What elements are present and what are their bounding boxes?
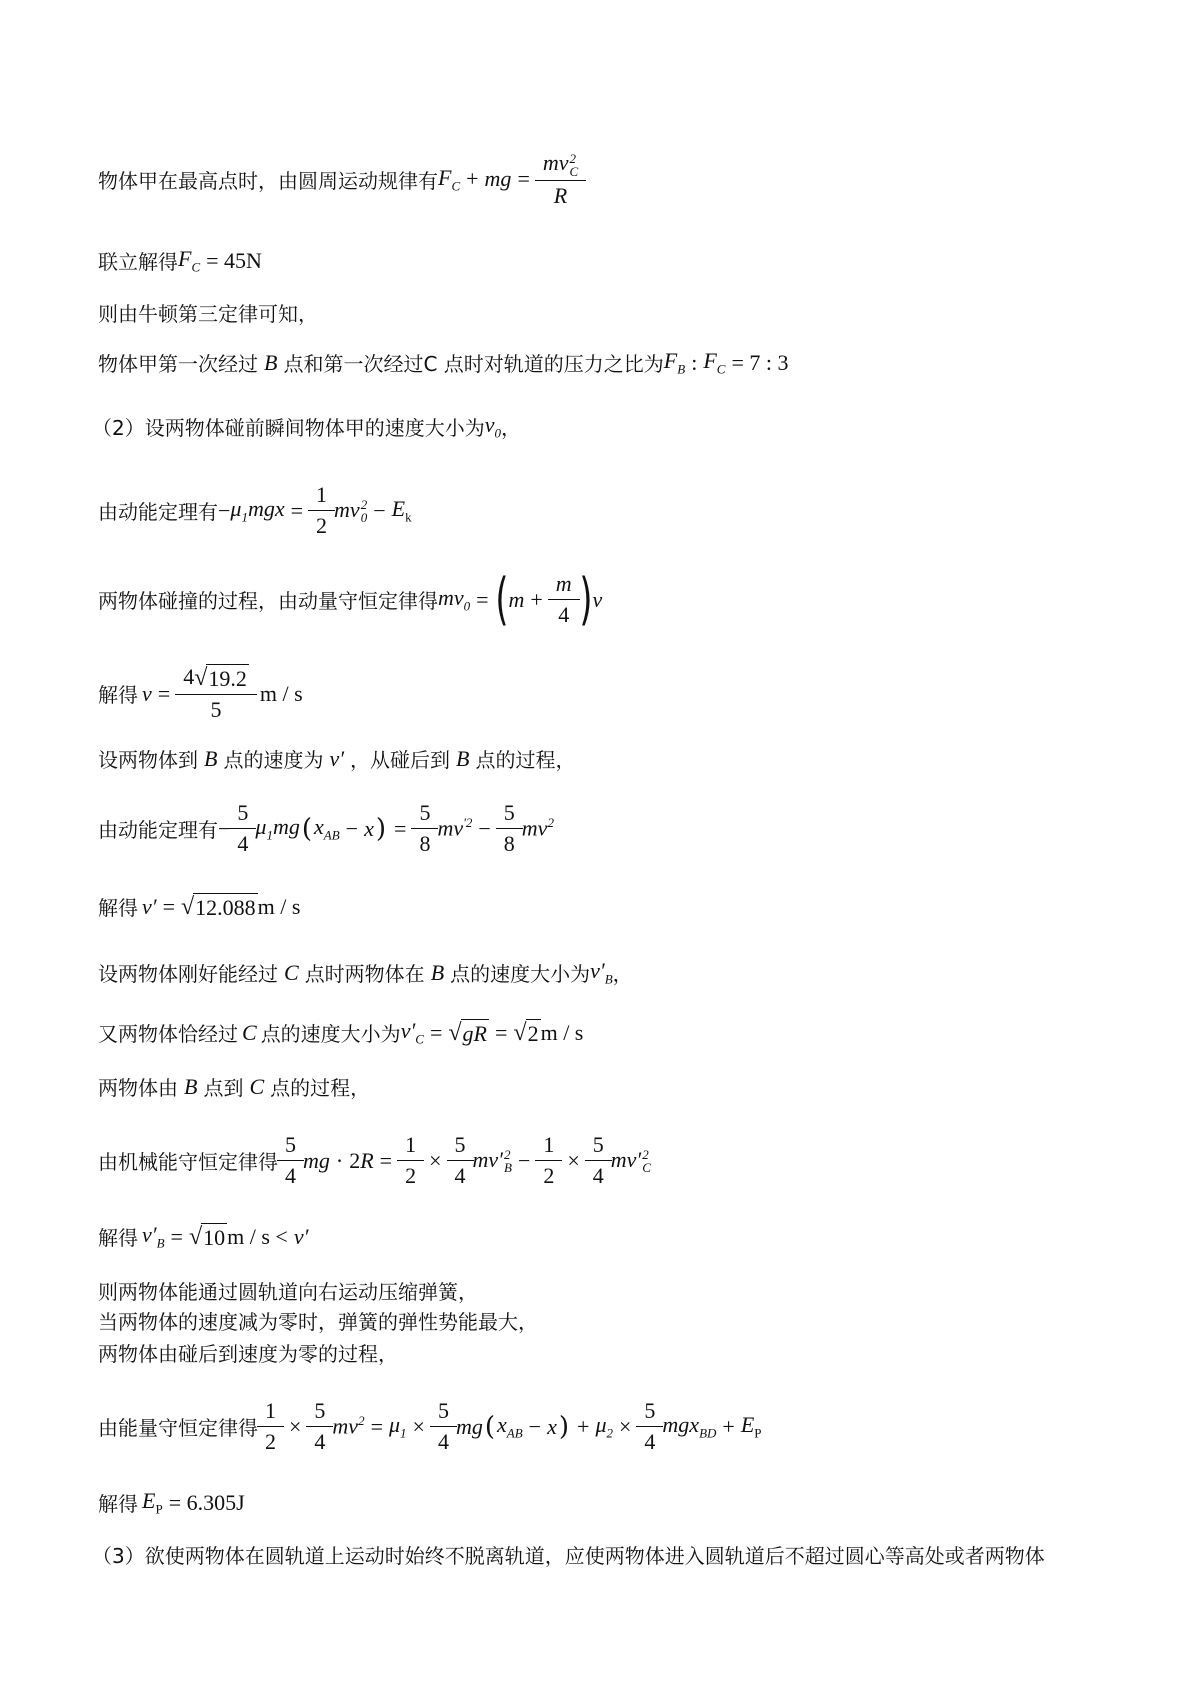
line-vb-intro: 设两物体刚好能经过 C 点时两物体在 B 点的速度大小为 $v'_B$ ， xyxy=(98,958,633,987)
line-momentum: 两物体碰撞的过程，由动量守恒定律得 $mv_0$ = ( m + $\frac{m}{4}$ ) v xyxy=(98,566,603,632)
line-mechanical-energy: 由机械能守恒定律得 $\frac{5}{4}$ mg · 2R = $\frac{1}{2}$ × $\frac{5}{4}$ mv′ 2 B − $\frac{1}{2}$ × $\frac{5}{4}$ mv′ 2 C xyxy=(98,1132,651,1188)
line-vprime-intro: 设两物体到 B 点的速度为 v′ ，从碰后到 B 点的过程， xyxy=(98,745,576,772)
line-vc: 又两物体恰经过 C 点的速度大小为 $v'_C$ = √ gR = √ 2 m / s xyxy=(98,1018,584,1047)
line-kinetic-energy-1: 由动能定理有 − $\mu_1mgx$ = $\frac{1}{2}$ mv 2 0 − $E_k$ xyxy=(98,482,412,538)
fraction-mvc2-r: mv 2 C R xyxy=(539,150,582,209)
line-vprime-result: 解得 v′ = √ 12.088 m / s xyxy=(98,893,301,920)
line-kinetic-energy-2: 由动能定理有 − $\frac{5}{4}$ $\mu_1mg$ ( $x_{AB}$ − x ) = $\frac{5}{8}$ $mv^{'2}$ − $\frac{5}{8}$ $mv^2$ xyxy=(98,800,554,856)
line-part3: （3）欲使两物体在圆轨道上运动时始终不脱离轨道，应使两物体进入圆轨道后不超过圆心等高处或者两物体 xyxy=(92,1544,1045,1568)
line-process: 两物体由碰后到速度为零的过程， xyxy=(98,1342,398,1366)
text: 物体甲在最高点时，由圆周运动规律有 xyxy=(98,168,438,193)
formula-fc: $F_C$ xyxy=(438,164,461,194)
line-ep-result: 解得 $E_P$ = 6.305J xyxy=(98,1488,245,1517)
line-energy-conservation: 由能量守恒定律得 $\frac{1}{2}$ × $\frac{5}{4}$ $mv^2$ = $\mu_1$ × $\frac{5}{4}$ mg ( $x_{AB}$ − x ) + $\mu_2$ × $\frac{5}{4}$ mgx$_{BD}$ + $E_P$ xyxy=(98,1398,762,1454)
line-pressure-ratio: 物体甲第一次经过 B 点和第一次经过C 点时对轨道的压力之比为 $F_B$ : $F_C$ = 7 : 3 xyxy=(98,348,789,377)
line-vb-result: 解得 $v'_B$ = √ 10 m / s < v′ xyxy=(98,1222,309,1251)
line-fc-result: 联立解得 $F_C$ = 45N xyxy=(98,246,262,275)
line-b-to-c: 两物体由 B 点到 C 点的过程， xyxy=(98,1073,371,1100)
line-compress-spring: 则两物体能通过圆轨道向右运动压缩弹簧， xyxy=(98,1280,478,1304)
line-circular-motion: 物体甲在最高点时，由圆周运动规律有 $F_C$ + mg = mv 2 C R xyxy=(98,150,585,209)
line-v-result: 解得 v = 4 √ 19.2 5 m / s xyxy=(98,664,303,722)
line-part2-intro: （2）设两物体碰前瞬间物体甲的速度大小为 $v_0$ ， xyxy=(92,412,521,441)
line-max-energy: 当两物体的速度减为零时，弹簧的弹性势能最大， xyxy=(98,1310,538,1334)
line-newton-third: 则由牛顿第三定律可知， xyxy=(98,302,318,326)
